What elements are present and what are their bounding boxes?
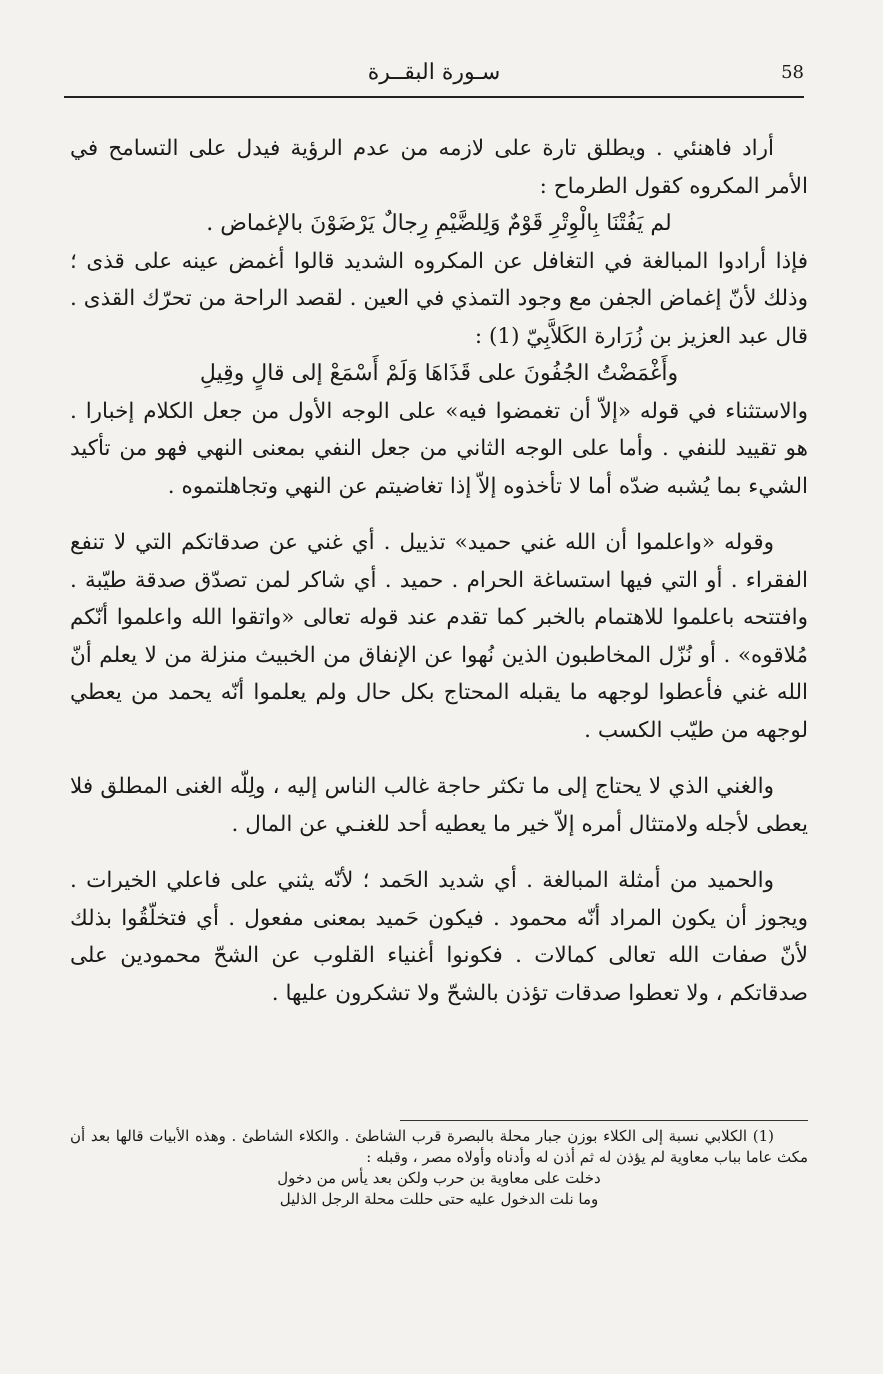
footnotes [70, 1126, 808, 1210]
paragraph-3: والاستثناء في قوله «إلاّ أن تغمضوا فيه» على الوجه الأول من جعل الكلام إخبارا . هو تقييد للنفي . وأما على الوجه الثاني من جعل النفي بمعنى النهي فهو من تأكيد الشيء بما يُشبه ضدّه أما لا تأخذوه إلاّ إذا تغاضيتم عن النهي وتجاهلتموه . [70, 398, 808, 499]
page-header [64, 58, 804, 94]
header-rule [64, 96, 804, 98]
body-text [70, 130, 808, 1012]
verse-2: وأَغْمَضْتُ الجُفُونَ على قَذَاهَا وَلَمْ أَسْمَعْ إلى قالٍ وقِيلِ [199, 361, 679, 386]
running-title: سـورة البقــرة [367, 60, 501, 85]
footnote-rule [400, 1120, 808, 1121]
paragraph-5: والغني الذي لا يحتاج إلى ما تكثر حاجة غالب الناس إليه ، ولِلّه الغنى المطلق فلا يعطى لأجله ولامتثال أمره إلاّ خير ما يعطيه أحد للغنـي عن المال . [70, 774, 808, 837]
footnote-verse-1: دخلت على معاوية بن حرب ولكن بعد يأس من دخول [277, 1169, 601, 1187]
verse-1: لم يَفُتْنَا بِالْوِتْرِ قَوْمٌ وَلِلضَّيْمِ رِجالٌ يَرْضَوْنَ بالإغماض . [206, 211, 672, 236]
footnote-verse-2: وما نلت الدخول عليه حتى حللت محلة الرجل الذليل [279, 1190, 599, 1208]
footnote-1: (1) الكلابي نسبة إلى الكلاء بوزن جبار محلة بالبصرة قرب الشاطئ . والكلاء الشاطئ . وهذه الأبيات قالها بعد أن مكث عاما بباب معاوية لم يؤذن له ثم أذن له وأدناه وأولاه مصر ، وقبله : [70, 1127, 808, 1166]
paragraph-1: أراد فاهنئي . ويطلق تارة على لازمه من عدم الرؤية فيدل على التسامح في الأمر المكروه كقول الطرماح : [70, 136, 808, 199]
paragraph-6: والحميد من أمثلة المبالغة . أي شديد الحَمد ؛ لأنّه يثني على فاعلي الخيرات . ويجوز أن يكون المراد أنّه محمود . فيكون حَميد بمعنى مفعول . أي فتخلّقُوا بذلك لأنّ صفات الله تعالى كمالات . فكونوا أغنياء القلوب عن الشحّ محمودين على صدقاتكم ، ولا تعطوا صدقات تؤذن بالشحّ ولا تشكرون عليها . [70, 868, 808, 1006]
paragraph-4: وقوله «واعلموا أن الله غني حميد» تذييل . أي غني عن صدقاتكم التي لا تنفع الفقراء . أو التي فيها استساغة الحرام . حميد . أي شاكر لمن تصدّق صدقة طيّبة . وافتتحه باعلموا للاهتمام بالخبر كما تقدم عند قوله تعالى «واتقوا الله واعلموا أنّكم مُلاقوه» . أو نُزّل المخاطبون الذين نُهوا عن الإنفاق من الخبيث منزلة من لا يعلم أنّ الله غني فأعطوا لوجهه ما يقبله المحتاج بكل حال ولم يعلموا أنّه يحمد من يعطي لوجهه من طيّب الكسب . [70, 530, 808, 743]
paragraph-2: فإذا أرادوا المبالغة في التغافل عن المكروه الشديد قالوا أغمض عينه على قذى ؛ وذلك لأنّ إغماض الجفن مع وجود التمذي في العين . لقصد الراحة من تحرّك القذى . قال عبد العزيز بن زُرَارة الكَلاَّبِيّ (1) : [70, 248, 808, 349]
page-number: 58 [781, 62, 804, 83]
